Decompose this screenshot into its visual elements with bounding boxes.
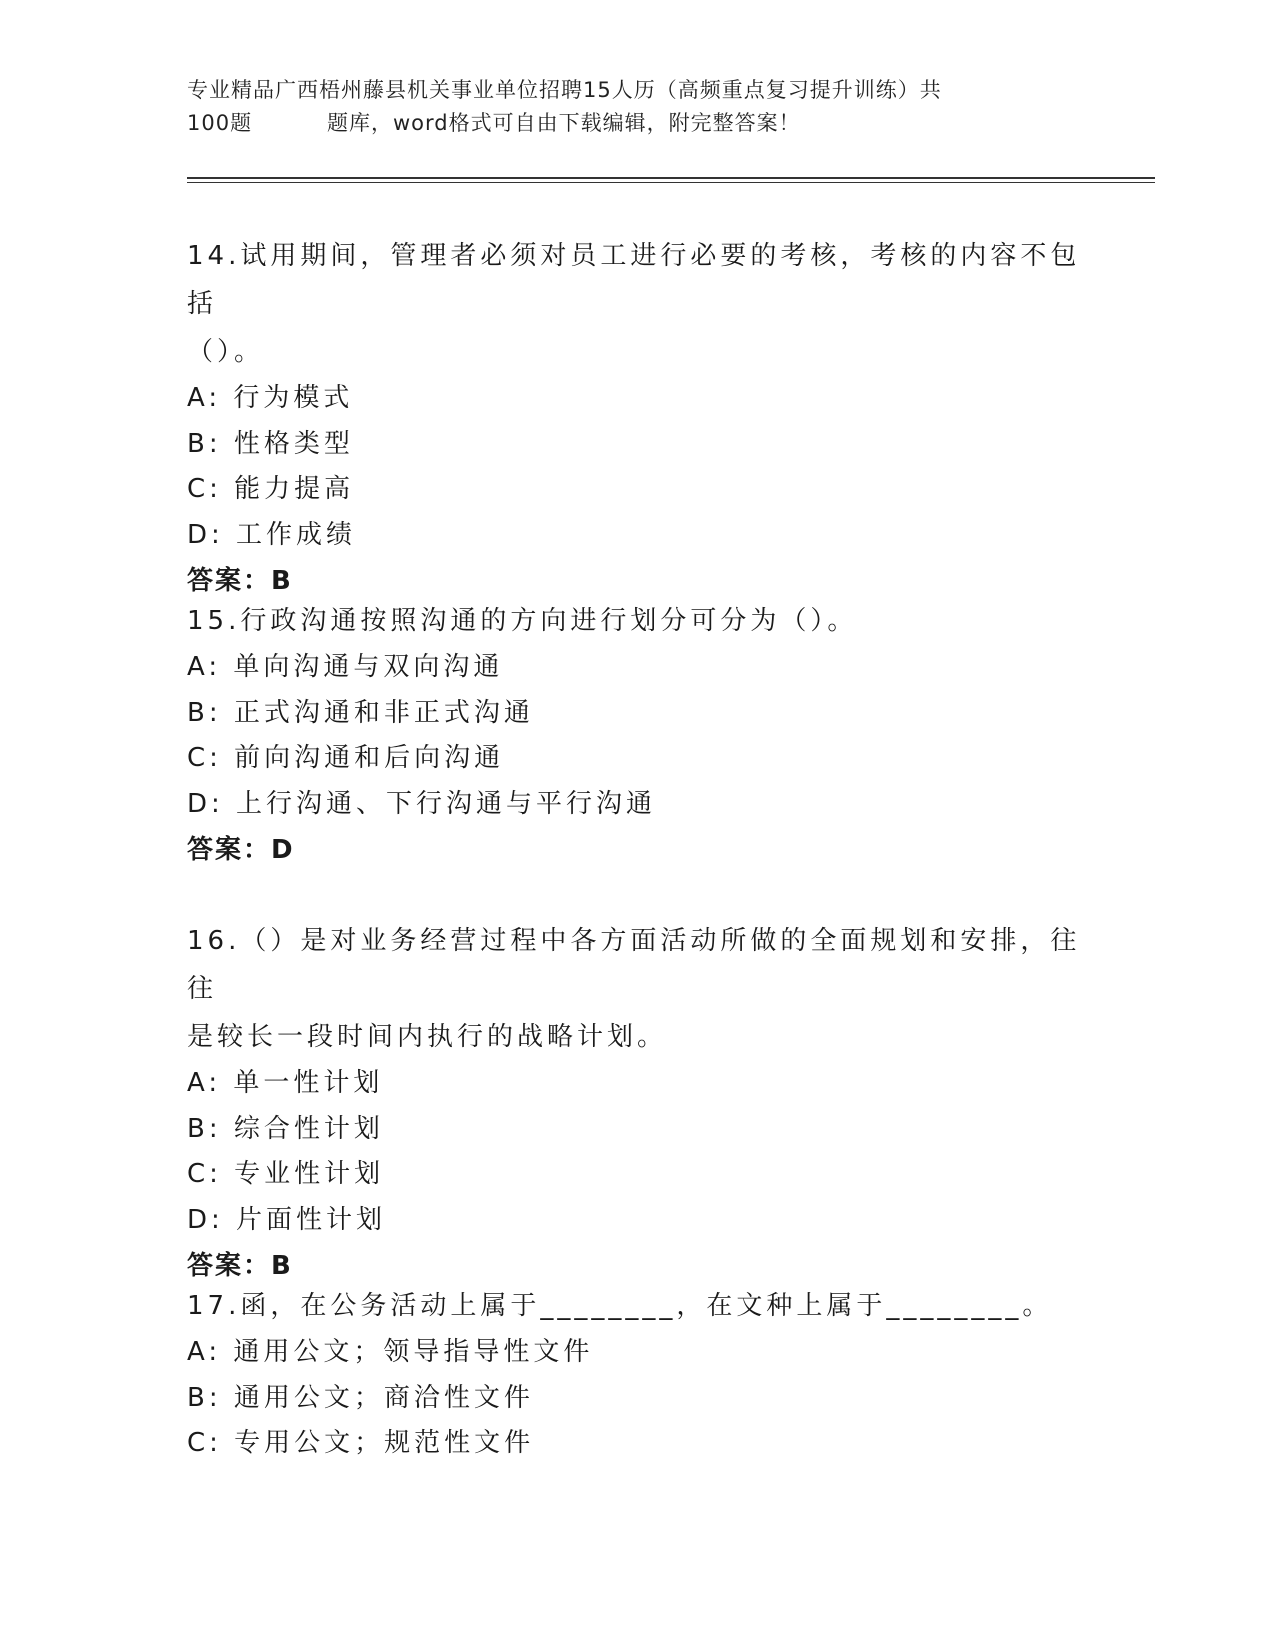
question-16 (187, 917, 1087, 1289)
option-a: A: 单向沟通与双向沟通 (187, 652, 504, 682)
question-14 (187, 232, 1087, 604)
option-b: B: 性格类型 (187, 428, 354, 459)
option-c: C: 专用公文；规范性文件 (187, 1428, 535, 1458)
option-a: A: 单一性计划 (187, 1068, 384, 1098)
answer: 答案：B (187, 566, 293, 596)
question-17 (187, 1282, 1087, 1467)
option-b: B: 正式沟通和非正式沟通 (187, 697, 534, 728)
option-a: A: 通用公文；领导指导性文件 (187, 1337, 594, 1367)
header-divider-thin (187, 182, 1155, 183)
option-c: C: 前向沟通和后向沟通 (187, 743, 505, 773)
answer: 答案：B (187, 1251, 293, 1281)
header-divider-thick (187, 177, 1155, 179)
question-stem-line: 14.试用期间，管理者必须对员工进行必要的考核，考核的内容不包括 (187, 241, 1081, 319)
header-title-line2 (187, 107, 1067, 140)
option-d: D: 上行沟通、下行沟通与平行沟通 (187, 788, 657, 819)
option-b: B: 通用公文；商洽性文件 (187, 1382, 534, 1413)
question-stem-line: 15.行政沟通按照沟通的方向进行划分可分为（）。 (187, 606, 858, 636)
question-stem-line: （）。 (187, 337, 265, 367)
answer: 答案：D (187, 835, 295, 865)
header-question-count: 100题 (187, 111, 253, 135)
header-description: 题库，word格式可自由下载编辑，附完整答案！ (327, 111, 801, 135)
question-15 (187, 597, 1087, 873)
option-c: C: 能力提高 (187, 474, 355, 504)
option-c: C: 专业性计划 (187, 1159, 385, 1189)
option-d: D: 工作成绩 (187, 519, 357, 550)
option-b: B: 综合性计划 (187, 1113, 384, 1144)
question-stem-line: 16.（）是对业务经营过程中各方面活动所做的全面规划和安排，往往 (187, 926, 1081, 1004)
document-header (187, 74, 1067, 140)
option-d: D: 片面性计划 (187, 1204, 387, 1235)
header-title-line1: 专业精品广西梧州藤县机关事业单位招聘15人历（高频重点复习提升训练）共 (187, 78, 942, 102)
question-stem-line: 是较长一段时间内执行的战略计划。 (187, 1022, 668, 1052)
option-a: A: 行为模式 (187, 383, 354, 413)
question-stem-line: 17.函，在公务活动上属于________，在文种上属于________。 (187, 1291, 1053, 1321)
